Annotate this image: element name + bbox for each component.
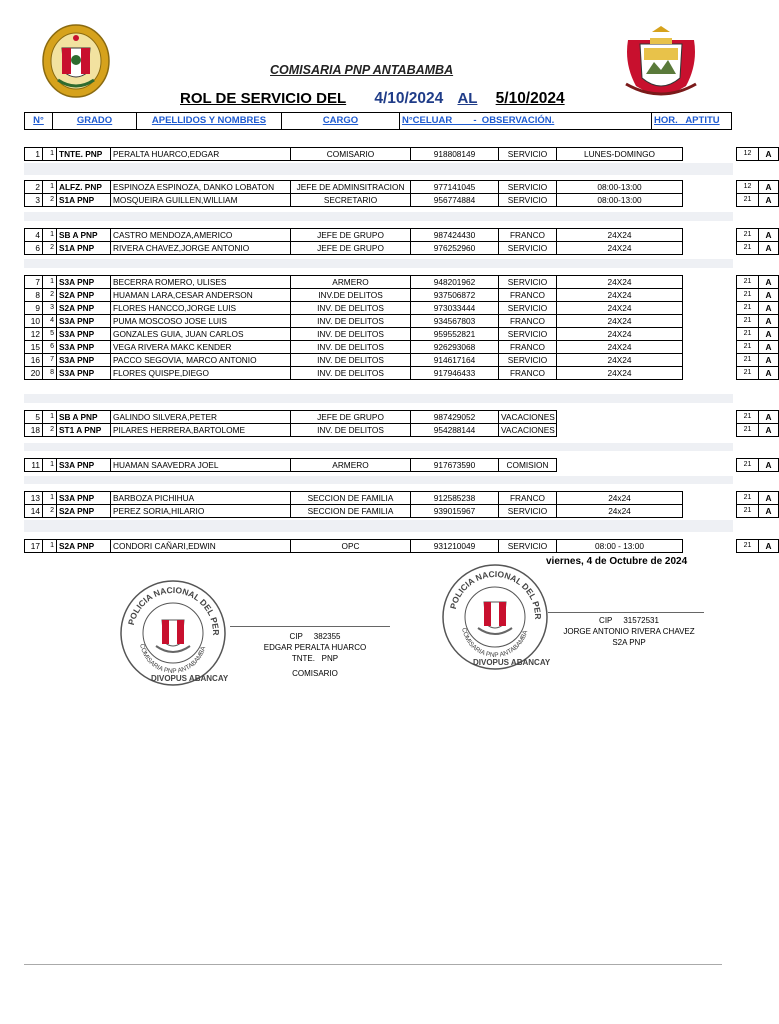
- cell-n: 7: [25, 276, 43, 289]
- stamp-right-outer: POLICIA NACIONAL DEL PER: [447, 568, 544, 620]
- cell-grado: S3A PNP: [57, 276, 111, 289]
- cell-grado: S2A PNP: [57, 302, 111, 315]
- cell-nombre: CASTRO MENDOZA,AMERICO: [111, 229, 291, 242]
- cell-nombre: HUAMAN SAAVEDRA JOEL: [111, 459, 291, 472]
- header-celular: N°CELUAR - OBSERVACIÓN.: [400, 113, 652, 129]
- cell-sub: 8: [43, 367, 57, 380]
- cell-nombre: GONZALES GUIA, JUAN CARLOS: [111, 328, 291, 341]
- roster-group: [24, 410, 779, 437]
- svg-text:COMISARIA PNP ANTABAMBA: [138, 643, 207, 675]
- cell-cel: 987424430: [411, 229, 499, 242]
- cell-n: 18: [25, 424, 43, 437]
- cell-hor: 21: [737, 328, 759, 341]
- cell-sub: 2: [43, 505, 57, 518]
- stamp-left-lower: COMISARIA PNP ANTABAMBA: [138, 643, 208, 676]
- cell-estado: VACACIONES: [499, 424, 557, 437]
- cell-cel: 973033444: [411, 302, 499, 315]
- cell-horario: [557, 424, 683, 437]
- cell-grado: S3A PNP: [57, 328, 111, 341]
- cell-gap: [683, 302, 737, 315]
- cell-gap: [683, 229, 737, 242]
- station-name: COMISARIA PNP ANTABAMBA: [270, 63, 454, 77]
- cell-grado: S2A PNP: [57, 289, 111, 302]
- cell-grado: S1A PNP: [57, 194, 111, 207]
- cell-cel: 987429052: [411, 411, 499, 424]
- cell-nombre: PEREZ SORIA,HILARIO: [111, 505, 291, 518]
- cell-estado: FRANCO: [499, 492, 557, 505]
- cell-grado: S3A PNP: [57, 367, 111, 380]
- table-row: [25, 194, 779, 207]
- antabamba-coat-of-arms-logo: [622, 24, 700, 100]
- cell-n: 12: [25, 328, 43, 341]
- cell-cargo: INV. DE DELITOS: [291, 328, 411, 341]
- cell-cargo: JEFE DE GRUPO: [291, 242, 411, 255]
- group-spacer: [24, 259, 733, 268]
- cell-n: 1: [25, 148, 43, 161]
- table-row: [25, 315, 779, 328]
- cell-n: 5: [25, 411, 43, 424]
- cell-n: 20: [25, 367, 43, 380]
- cell-gap: [683, 315, 737, 328]
- cell-cel: 918808149: [411, 148, 499, 161]
- cell-horario: 24X24: [557, 242, 683, 255]
- stamp-left-outer: POLICIA NACIONAL DEL PER: [125, 584, 222, 636]
- roster-group: [24, 275, 779, 380]
- cell-sub: 2: [43, 194, 57, 207]
- cell-estado: SERVICIO: [499, 505, 557, 518]
- cell-apt: A: [759, 148, 779, 161]
- table-row: [25, 289, 779, 302]
- cell-apt: A: [759, 367, 779, 380]
- cell-nombre: FLORES QUISPE,DIEGO: [111, 367, 291, 380]
- cell-sub: 4: [43, 315, 57, 328]
- cell-grado: S1A PNP: [57, 242, 111, 255]
- cell-apt: A: [759, 276, 779, 289]
- roster-group: [24, 491, 779, 518]
- cell-apt: A: [759, 459, 779, 472]
- cell-estado: SERVICIO: [499, 181, 557, 194]
- date-to: 5/10/2024: [495, 90, 565, 107]
- police-stamp-left: [118, 578, 228, 688]
- table-row: [25, 540, 779, 553]
- cell-hor: 21: [737, 229, 759, 242]
- stamp-right-bottom: DIVOPUS ABANCAY: [473, 658, 550, 667]
- cell-apt: A: [759, 505, 779, 518]
- table-header: [24, 112, 732, 130]
- cell-nombre: GALINDO SILVERA,PETER: [111, 411, 291, 424]
- sig-left-cip: CIP 382355: [289, 632, 341, 641]
- cell-horario: 24x24: [557, 505, 683, 518]
- cell-n: 14: [25, 505, 43, 518]
- cell-grado: TNTE. PNP: [57, 148, 111, 161]
- sig-left-role: COMISARIO: [292, 669, 338, 678]
- cell-grado: ALFZ. PNP: [57, 181, 111, 194]
- cell-cel: 954288144: [411, 424, 499, 437]
- cell-sub: 1: [43, 492, 57, 505]
- cell-nombre: BARBOZA PICHIHUA: [111, 492, 291, 505]
- cell-gap: [683, 289, 737, 302]
- group-spacer: [24, 394, 733, 403]
- cell-horario: 08:00 - 13:00: [557, 540, 683, 553]
- cell-sub: 7: [43, 354, 57, 367]
- cell-hor: 21: [737, 424, 759, 437]
- table-row: [25, 411, 779, 424]
- table-row: [25, 302, 779, 315]
- cell-apt: A: [759, 289, 779, 302]
- cell-cel: 956774884: [411, 194, 499, 207]
- cell-gap: [683, 181, 737, 194]
- cell-n: 2: [25, 181, 43, 194]
- pnp-emblem-logo: [40, 22, 112, 100]
- cell-grado: S3A PNP: [57, 459, 111, 472]
- cell-gap: [683, 276, 737, 289]
- police-stamp-right: [440, 562, 550, 672]
- cell-sub: 1: [43, 148, 57, 161]
- cell-apt: A: [759, 242, 779, 255]
- header-nombres: APELLIDOS Y NOMBRES: [137, 113, 282, 129]
- title-prefix: ROL DE SERVICIO DEL: [180, 90, 347, 107]
- cell-cel: 912585238: [411, 492, 499, 505]
- cell-nombre: PUMA MOSCOSO JOSE LUIS: [111, 315, 291, 328]
- cell-apt: A: [759, 302, 779, 315]
- cell-apt: A: [759, 354, 779, 367]
- cell-cel: 976252960: [411, 242, 499, 255]
- cell-cel: 977141045: [411, 181, 499, 194]
- cell-cel: 934567803: [411, 315, 499, 328]
- cell-horario: 24X24: [557, 276, 683, 289]
- cell-apt: A: [759, 328, 779, 341]
- cell-sub: 2: [43, 424, 57, 437]
- cell-gap: [683, 540, 737, 553]
- cell-nombre: HUAMAN LARA,CESAR ANDERSON: [111, 289, 291, 302]
- cell-hor: 21: [737, 289, 759, 302]
- cell-hor: 21: [737, 341, 759, 354]
- cell-nombre: PACCO SEGOVIA, MARCO ANTONIO: [111, 354, 291, 367]
- cell-gap: [683, 194, 737, 207]
- cell-horario: [557, 459, 683, 472]
- table-row: [25, 492, 779, 505]
- cell-grado: S3A PNP: [57, 341, 111, 354]
- cell-apt: A: [759, 540, 779, 553]
- cell-sub: 6: [43, 341, 57, 354]
- sig-right-rank: S2A PNP: [612, 638, 646, 647]
- cell-estado: SERVICIO: [499, 540, 557, 553]
- cell-cargo: JEFE DE GRUPO: [291, 411, 411, 424]
- cell-grado: S3A PNP: [57, 354, 111, 367]
- cell-horario: 24X24: [557, 315, 683, 328]
- cell-nombre: FLORES HANCCO,JORGE LUIS: [111, 302, 291, 315]
- cell-estado: SERVICIO: [499, 194, 557, 207]
- cell-estado: VACACIONES: [499, 411, 557, 424]
- cell-gap: [683, 367, 737, 380]
- cell-horario: 24X24: [557, 289, 683, 302]
- cell-nombre: CONDORI CAÑARI,EDWIN: [111, 540, 291, 553]
- cell-gap: [683, 354, 737, 367]
- cell-gap: [683, 328, 737, 341]
- cell-n: 15: [25, 341, 43, 354]
- cell-grado: S2A PNP: [57, 505, 111, 518]
- cell-apt: A: [759, 315, 779, 328]
- signature-line-left: [230, 626, 390, 627]
- cell-n: 6: [25, 242, 43, 255]
- cell-horario: [557, 411, 683, 424]
- cell-hor: 21: [737, 354, 759, 367]
- cell-n: 13: [25, 492, 43, 505]
- date-line: viernes, 4 de Octubre de 2024: [546, 556, 688, 567]
- header-n: N°: [25, 113, 53, 129]
- cell-horario: 24X24: [557, 302, 683, 315]
- cell-cargo: SECCION DE FAMILIA: [291, 505, 411, 518]
- cell-sub: 1: [43, 411, 57, 424]
- cell-cel: 926293068: [411, 341, 499, 354]
- sig-left-name: EDGAR PERALTA HUARCO: [263, 643, 367, 652]
- cell-horario: 24X24: [557, 341, 683, 354]
- cell-cargo: COMISARIO: [291, 148, 411, 161]
- cell-nombre: MOSQUEIRA GUILLEN,WILLIAM: [111, 194, 291, 207]
- table-row: [25, 459, 779, 472]
- cell-gap: [683, 148, 737, 161]
- cell-sub: 5: [43, 328, 57, 341]
- cell-cargo: INV. DE DELITOS: [291, 367, 411, 380]
- cell-nombre: PERALTA HUARCO,EDGAR: [111, 148, 291, 161]
- cell-apt: A: [759, 181, 779, 194]
- cell-sub: 1: [43, 540, 57, 553]
- signature-line-right: [548, 612, 704, 613]
- cell-nombre: VEGA RIVERA MAKC KENDER: [111, 341, 291, 354]
- cell-estado: FRANCO: [499, 229, 557, 242]
- cell-sub: 1: [43, 229, 57, 242]
- cell-cargo: SECRETARIO: [291, 194, 411, 207]
- cell-grado: S3A PNP: [57, 492, 111, 505]
- cell-estado: SERVICIO: [499, 276, 557, 289]
- cell-apt: A: [759, 492, 779, 505]
- table-row: [25, 276, 779, 289]
- header-grado: GRADO: [53, 113, 137, 129]
- cell-hor: 21: [737, 315, 759, 328]
- cell-gap: [683, 492, 737, 505]
- cell-cargo: SECCION DE FAMILIA: [291, 492, 411, 505]
- cell-cel: 917673590: [411, 459, 499, 472]
- cell-horario: 24X24: [557, 229, 683, 242]
- cell-estado: FRANCO: [499, 315, 557, 328]
- cell-sub: 3: [43, 302, 57, 315]
- sig-right-name: JORGE ANTONIO RIVERA CHAVEZ: [563, 627, 695, 636]
- cell-hor: 21: [737, 505, 759, 518]
- cell-estado: FRANCO: [499, 367, 557, 380]
- cell-estado: SERVICIO: [499, 302, 557, 315]
- roster-group: [24, 180, 779, 207]
- table-row: [25, 367, 779, 380]
- cell-grado: SB A PNP: [57, 229, 111, 242]
- cell-estado: FRANCO: [499, 289, 557, 302]
- group-spacer: [24, 476, 733, 484]
- cell-cargo: INV. DE DELITOS: [291, 315, 411, 328]
- cell-horario: 24X24: [557, 328, 683, 341]
- cell-n: 3: [25, 194, 43, 207]
- cell-grado: S2A PNP: [57, 540, 111, 553]
- cell-gap: [683, 459, 737, 472]
- header-cargo: CARGO: [282, 113, 400, 129]
- cell-cel: 937506872: [411, 289, 499, 302]
- roster-group: [24, 458, 779, 472]
- roster-group: [24, 539, 779, 553]
- stamp-left-bottom: DIVOPUS ABANCAY: [151, 674, 228, 683]
- cell-hor: 21: [737, 194, 759, 207]
- cell-grado: SB A PNP: [57, 411, 111, 424]
- cell-estado: COMISION: [499, 459, 557, 472]
- cell-gap: [683, 505, 737, 518]
- footer-rule: [24, 964, 722, 965]
- table-row: [25, 341, 779, 354]
- cell-apt: A: [759, 194, 779, 207]
- cell-cargo: ARMERO: [291, 276, 411, 289]
- table-row: [25, 328, 779, 341]
- table-row: [25, 424, 779, 437]
- sig-right-cip: CIP 31572531: [599, 616, 659, 625]
- cell-n: 16: [25, 354, 43, 367]
- cell-apt: A: [759, 411, 779, 424]
- cell-cel: 914617164: [411, 354, 499, 367]
- cell-apt: A: [759, 229, 779, 242]
- cell-apt: A: [759, 341, 779, 354]
- cell-sub: 1: [43, 459, 57, 472]
- header-hor: HOR. APTITU: [654, 115, 720, 126]
- cell-horario: LUNES-DOMINGO: [557, 148, 683, 161]
- cell-hor: 21: [737, 242, 759, 255]
- group-spacer: [24, 443, 733, 451]
- cell-cel: 939015967: [411, 505, 499, 518]
- cell-sub: 1: [43, 276, 57, 289]
- table-row: [25, 148, 779, 161]
- document-title: [180, 90, 565, 108]
- cell-gap: [683, 411, 737, 424]
- cell-n: 8: [25, 289, 43, 302]
- cell-estado: SERVICIO: [499, 242, 557, 255]
- signature-block-left: [240, 631, 390, 679]
- cell-sub: 1: [43, 181, 57, 194]
- cell-n: 4: [25, 229, 43, 242]
- cell-sub: 2: [43, 289, 57, 302]
- table-row: [25, 229, 779, 242]
- cell-nombre: BECERRA ROMERO, ULISES: [111, 276, 291, 289]
- cell-horario: 08:00-13:00: [557, 181, 683, 194]
- group-spacer: [24, 163, 733, 175]
- cell-gap: [683, 341, 737, 354]
- roster-group: [24, 228, 779, 255]
- svg-text:COMISARIA PNP ANTABAMBA: [460, 627, 529, 659]
- cell-estado: SERVICIO: [499, 148, 557, 161]
- cell-cel: 959552821: [411, 328, 499, 341]
- cell-sub: 2: [43, 242, 57, 255]
- cell-estado: FRANCO: [499, 341, 557, 354]
- cell-cargo: JEFE DE ADMINSITRACION: [291, 181, 411, 194]
- cell-cel: 917946433: [411, 367, 499, 380]
- sig-left-rank: TNTE. PNP: [291, 654, 339, 663]
- cell-horario: 08:00-13:00: [557, 194, 683, 207]
- cell-gap: [683, 424, 737, 437]
- cell-hor: 21: [737, 540, 759, 553]
- group-spacer: [24, 520, 733, 532]
- cell-nombre: PILARES HERRERA,BARTOLOME: [111, 424, 291, 437]
- cell-cargo: OPC: [291, 540, 411, 553]
- cell-hor: 21: [737, 367, 759, 380]
- cell-hor: 21: [737, 276, 759, 289]
- table-row: [25, 242, 779, 255]
- cell-hor: 12: [737, 181, 759, 194]
- cell-cargo: INV.DE DELITOS: [291, 289, 411, 302]
- cell-estado: SERVICIO: [499, 354, 557, 367]
- cell-grado: S3A PNP: [57, 315, 111, 328]
- cell-cargo: ARMERO: [291, 459, 411, 472]
- table-row: [25, 354, 779, 367]
- cell-apt: A: [759, 424, 779, 437]
- cell-cargo: INV. DE DELITOS: [291, 354, 411, 367]
- cell-cargo: JEFE DE GRUPO: [291, 229, 411, 242]
- cell-n: 10: [25, 315, 43, 328]
- cell-horario: 24x24: [557, 492, 683, 505]
- cell-hor: 21: [737, 302, 759, 315]
- signature-block-right: [554, 615, 704, 648]
- table-row: [25, 181, 779, 194]
- cell-grado: ST1 A PNP: [57, 424, 111, 437]
- cell-n: 11: [25, 459, 43, 472]
- cell-cargo: INV. DE DELITOS: [291, 341, 411, 354]
- cell-cel: 931210049: [411, 540, 499, 553]
- group-spacer: [24, 212, 733, 221]
- cell-estado: SERVICIO: [499, 328, 557, 341]
- cell-hor: 12: [737, 148, 759, 161]
- cell-horario: 24X24: [557, 354, 683, 367]
- cell-n: 9: [25, 302, 43, 315]
- cell-nombre: ESPINOZA ESPINOZA, DANKO LOBATON: [111, 181, 291, 194]
- table-row: [25, 505, 779, 518]
- cell-cel: 948201962: [411, 276, 499, 289]
- stamp-right-lower: COMISARIA PNP ANTABAMBA: [460, 627, 530, 660]
- cell-n: 17: [25, 540, 43, 553]
- cell-nombre: RIVERA CHAVEZ,JORGE ANTONIO: [111, 242, 291, 255]
- cell-hor: 21: [737, 492, 759, 505]
- cell-hor: 21: [737, 411, 759, 424]
- date-from: 4/10/2024: [374, 90, 444, 107]
- cell-cargo: INV. DE DELITOS: [291, 424, 411, 437]
- cell-hor: 21: [737, 459, 759, 472]
- cell-cargo: INV. DE DELITOS: [291, 302, 411, 315]
- cell-horario: 24X24: [557, 367, 683, 380]
- roster-group: [24, 147, 779, 161]
- date-al: AL: [457, 90, 478, 107]
- cell-gap: [683, 242, 737, 255]
